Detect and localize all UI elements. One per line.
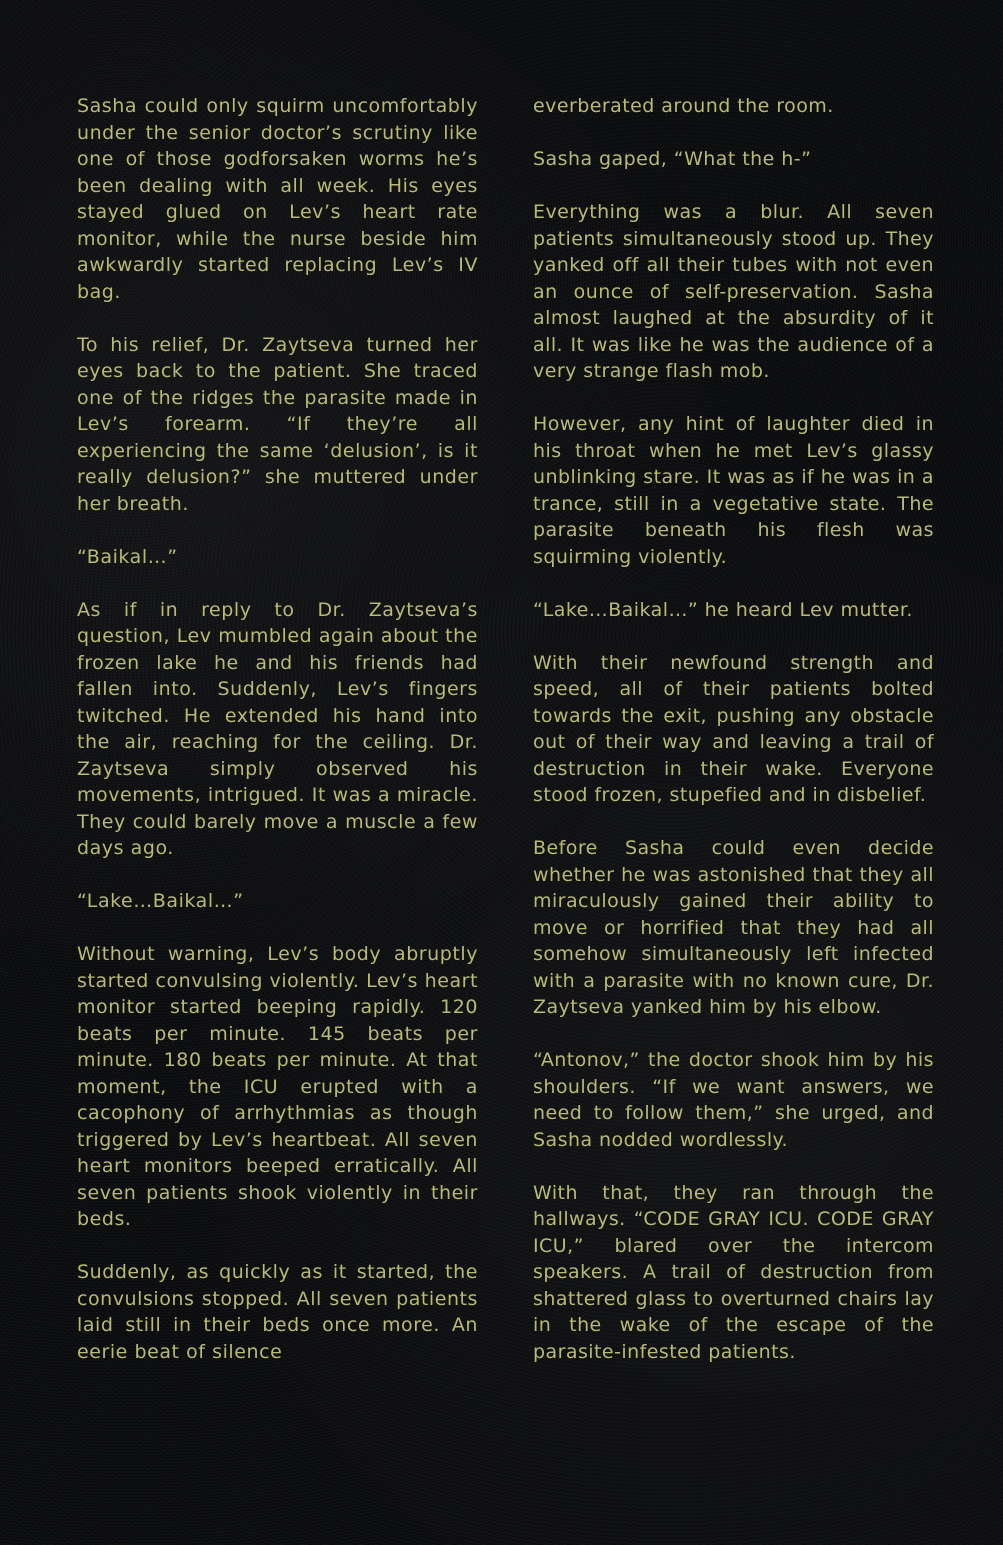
- paragraph: “Antonov,” the doctor shook him by his shoulders. “If we want answers, we need to follow them,” she urged, and Sasha nodded wordlessly.: [533, 1049, 934, 1151]
- right-column: [533, 93, 934, 1463]
- paragraph: With their newfound strength and speed, all of their patients bolted towards the exit, pushing any obstacle out of their way and leaving a trail of destruction in their wake. Everyone stood frozen, stupefied and in disbelief.: [533, 651, 934, 806]
- left-column: [77, 93, 478, 1463]
- paragraph: everberated around the room.: [533, 95, 834, 117]
- paragraph: To his relief, Dr. Zaytseva turned her eyes back to the patient. She traced one of the ridges the parasite made in Lev’s forearm. “If they’re all experiencing the same ‘delusion’, is it really delusion?” she muttered under her breath.: [77, 333, 478, 515]
- book-page: [77, 93, 934, 1463]
- paragraph: Everything was a blur. All seven patients simultaneously stood up. They yanked off all their tubes with not even an ounce of self-preservation. Sasha almost laughed at the absurdity of it all. It was like he was the audience of a very strange flash mob.: [533, 201, 934, 382]
- paragraph: However, any hint of laughter died in his throat when he met Lev’s glassy unblinking stare. It was as if he was in a trance, still in a vegetative state. The parasite beneath his flesh was squirming violently.: [533, 413, 934, 568]
- paragraph: With that, they ran through the hallways. “CODE GRAY ICU. CODE GRAY ICU,” blared over the intercom speakers. A trail of destruction from shattered glass to overturned chairs lay in the wake of the escape of the parasite-infested patients.: [533, 1181, 934, 1363]
- paragraph: Sasha gaped, “What the h-”: [533, 148, 812, 170]
- paragraph: “Lake…Baikal…” he heard Lev mutter.: [533, 598, 913, 621]
- paragraph: Before Sasha could even decide whether he was astonished that they all miraculously gained their ability to move or horrified that they had all somehow simultaneously left infected with a parasite with no known cure, Dr. Zaytseva yanked him by his elbow.: [533, 837, 934, 1018]
- paragraph: Suddenly, as quickly as it started, the convulsions stopped. All seven patients laid still in their beds once more. An eerie beat of silence: [77, 1261, 478, 1363]
- paragraph: Sasha could only squirm uncomfortably under the senior doctor’s scrutiny like one of those godforsaken worms he’s been dealing with all week. His eyes stayed glued on Lev’s heart rate monitor, while the nurse beside him awkwardly started replacing Lev’s IV bag.: [77, 95, 478, 303]
- paragraph: As if in reply to Dr. Zaytseva’s question, Lev mumbled again about the frozen lake he and his friends had fallen into. Suddenly, Lev’s fingers twitched. He extended his hand into the air, reaching for the ceiling. Dr. Zaytseva simply observed his movements, intrigued. It was a miracle. They could barely move a muscle a few days ago.: [77, 598, 478, 859]
- paragraph: “Baikal…”: [77, 545, 178, 568]
- paragraph: “Lake…Baikal…”: [77, 890, 244, 912]
- paragraph: Without warning, Lev’s body abruptly started convulsing violently. Lev’s heart monitor started beeping rapidly. 120 beats per minute. 145 beats per minute. 180 beats per minute. At that moment, the ICU erupted with a cacophony of arrhythmias as though triggered by Lev’s heartbeat. All seven heart monitors beeped erratically. All seven patients shook violently in their beds.: [77, 943, 478, 1230]
